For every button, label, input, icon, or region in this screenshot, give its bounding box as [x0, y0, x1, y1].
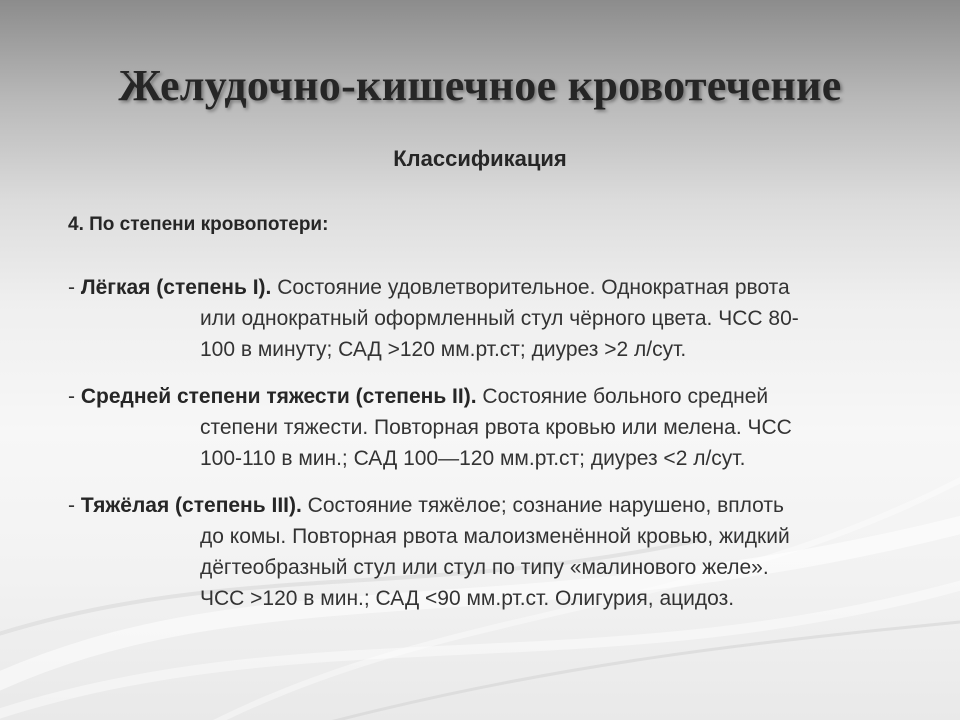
- entry-prefix: -: [68, 494, 81, 517]
- entry-first-line: [68, 381, 908, 412]
- severity-entry-severe: [68, 490, 908, 614]
- entry-first-line: [68, 272, 908, 303]
- entry-prefix: -: [68, 276, 81, 299]
- severity-entry-mild: [68, 272, 908, 365]
- entry-text: или однократный оформленный стул чёрного цвета. ЧСС 80-: [200, 307, 799, 330]
- entry-text: Состояние тяжёлое; сознание нарушено, вплоть: [301, 494, 784, 517]
- entry-text: 100 в минуту; САД >120 мм.рт.ст; диурез >2 л/сут.: [200, 338, 687, 361]
- entry-text: ЧСС >120 в мин.; САД <90 мм.рт.ст. Олигурия, ацидоз.: [200, 587, 735, 610]
- entry-text: до комы. Повторная рвота малоизменённой кровью, жидкий: [200, 525, 790, 548]
- entry-text: дёгтеобразный стул или стул по типу «малинового желе».: [200, 556, 769, 579]
- entry-text: Состояние больного средней: [476, 385, 769, 408]
- slide-title: Желудочно-кишечное кровотечение: [118, 61, 842, 110]
- entry-text: 100-110 в мин.; САД 100—120 мм.рт.ст; диурез <2 л/сут.: [200, 447, 746, 470]
- slide-subtitle: Классификация: [393, 146, 567, 171]
- entry-text: Состояние удовлетворительное. Однократная рвота: [271, 276, 790, 299]
- entry-first-line: [68, 490, 908, 521]
- entry-label: Средней степени тяжести (степень II).: [80, 385, 477, 408]
- entry-prefix: -: [68, 385, 81, 408]
- entry-label: Лёгкая (степень I).: [80, 276, 272, 299]
- section-heading: 4. По степени кровопотери:: [68, 214, 329, 235]
- entry-text: степени тяжести. Повторная рвота кровью или мелена. ЧСС: [200, 416, 792, 439]
- entry-label: Тяжёлая (степень III).: [80, 494, 302, 517]
- severity-entry-moderate: [68, 381, 908, 474]
